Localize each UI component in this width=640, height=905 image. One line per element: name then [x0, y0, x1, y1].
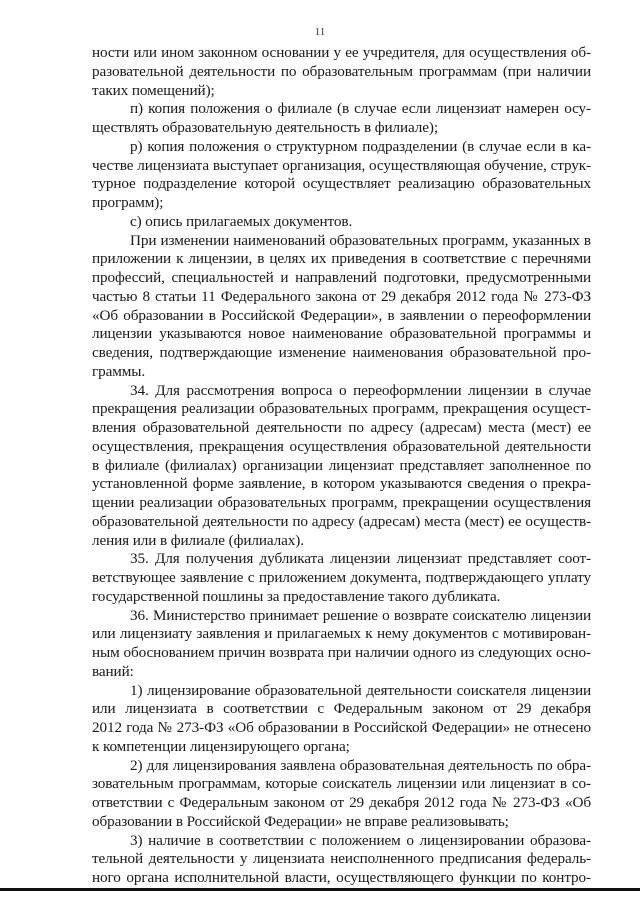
text-line: 35. Для получения дубликата лицензии лицензиат представляет соот- — [130, 550, 591, 568]
text-line: ности или ином законном основании у ее учредителя, для осуществления об- — [92, 44, 591, 61]
document-body — [92, 44, 591, 888]
text-line: честве лицензиата выступает организация, осуществляющая обучение, струк- — [92, 156, 591, 174]
text-line: тельной деятельности у лицензиата неисполненного предписания федераль- — [92, 850, 591, 868]
text-line: приложении к лицензии, в целях их приведения в соответствие с перечнями — [92, 250, 591, 268]
text-line: 34. Для рассмотрения вопроса о переоформлении лицензии в случае — [130, 381, 591, 399]
text-line: в филиале (филиалах) организации лицензиат представляет заполненное по — [92, 456, 591, 474]
text-line: программ); — [92, 194, 164, 211]
text-line: разовательной деятельности по образовательным программам (при наличии — [92, 62, 591, 80]
text-line: 3) наличие в соответствии с положением о лицензировании образова- — [130, 831, 591, 849]
text-line: установленной форме заявление, в котором указываются сведения о прекра- — [92, 475, 591, 493]
text-line: ществлять образовательную деятельность в филиале); — [92, 119, 438, 136]
text-line: При изменении наименований образовательных программ, указанных в — [130, 231, 591, 249]
text-line: ветствующее заявление с приложением документа, подтверждающего уплату — [92, 569, 591, 586]
text-line: зовательным программам, которые соискатель лицензии или лицензиат в со- — [92, 775, 591, 793]
text-line: государственной пошлины за предоставление такого дубликата. — [92, 587, 501, 605]
text-line: сведения, подтверждающие изменение наименования образовательной про- — [92, 344, 591, 361]
text-line: образовательной деятельности по адресу (адресам) места (мест) ее осуществ- — [92, 512, 591, 530]
text-line: ным обоснованием причин возврата при наличии одного из следующих осно- — [92, 644, 591, 661]
text-line: 2012 года № 273-ФЗ «Об образовании в Российской Федерации» не отнесено — [92, 719, 591, 736]
text-line: п) копия положения о филиале (в случае если лицензиат намерен осу- — [130, 100, 591, 118]
text-line: ответствии с Федеральным законом от 29 декабря 2012 года № 273-ФЗ «Об — [92, 794, 591, 811]
text-line: прекращения реализации образовательных программ, прекращения осущест- — [92, 400, 591, 418]
text-line: граммы. — [92, 362, 146, 380]
text-line: лицензии указываются новое наименование образовательной программы и — [92, 325, 591, 343]
text-line: профессий, специальностей и направлений подготовки, предусмотренными — [92, 269, 591, 286]
text-line: или лицензиата в соответствии с Федеральным законом от 29 декабря — [92, 700, 591, 718]
page-bottom-edge — [0, 888, 640, 891]
text-line: частью 8 статьи 11 Федерального закона от 29 декабря 2012 года № 273-ФЗ — [92, 287, 591, 305]
text-line: турное подразделение которой осуществляет реализацию образовательных — [92, 175, 591, 193]
text-line: образовании в Российской Федерации» не вправе реализовывать; — [92, 812, 509, 830]
text-line: осуществления, прекращения осуществления образовательной деятельности — [92, 437, 591, 455]
text-line: с) опись прилагаемых документов. — [130, 212, 353, 230]
text-line: «Об образовании в Российской Федерации», в заявлении о переоформлении — [92, 306, 591, 324]
text-line: 36. Министерство принимает решение о возврате соискателю лицензии — [130, 606, 591, 624]
text-line: 2) для лицензирования заявлена образовательная деятельность по обра- — [130, 756, 591, 774]
text-line: таких помещений); — [92, 81, 215, 99]
text-line: щении реализации образовательных программ, прекращении осуществления — [92, 494, 591, 511]
text-line: или лицензиату заявления и прилагаемых к нему документов с мотивирован- — [92, 625, 591, 643]
text-line: 1) лицензирование образовательной деятельности соискателя лицензии — [130, 681, 591, 699]
text-line: ваний: — [92, 662, 134, 680]
text-line: вления образовательной деятельности по адресу (адресам) места (мест) ее — [92, 419, 591, 436]
text-line: р) копия положения о структурном подразделении (в случае если в ка- — [130, 137, 591, 155]
text-line: к компетенции лицензирующего органа; — [92, 737, 350, 755]
page-number: 11 — [314, 26, 326, 38]
text-line: ного органа исполнительной власти, осуществляющего функции по контро- — [92, 869, 591, 886]
text-line: ления или в филиале (филиалах). — [92, 531, 304, 549]
